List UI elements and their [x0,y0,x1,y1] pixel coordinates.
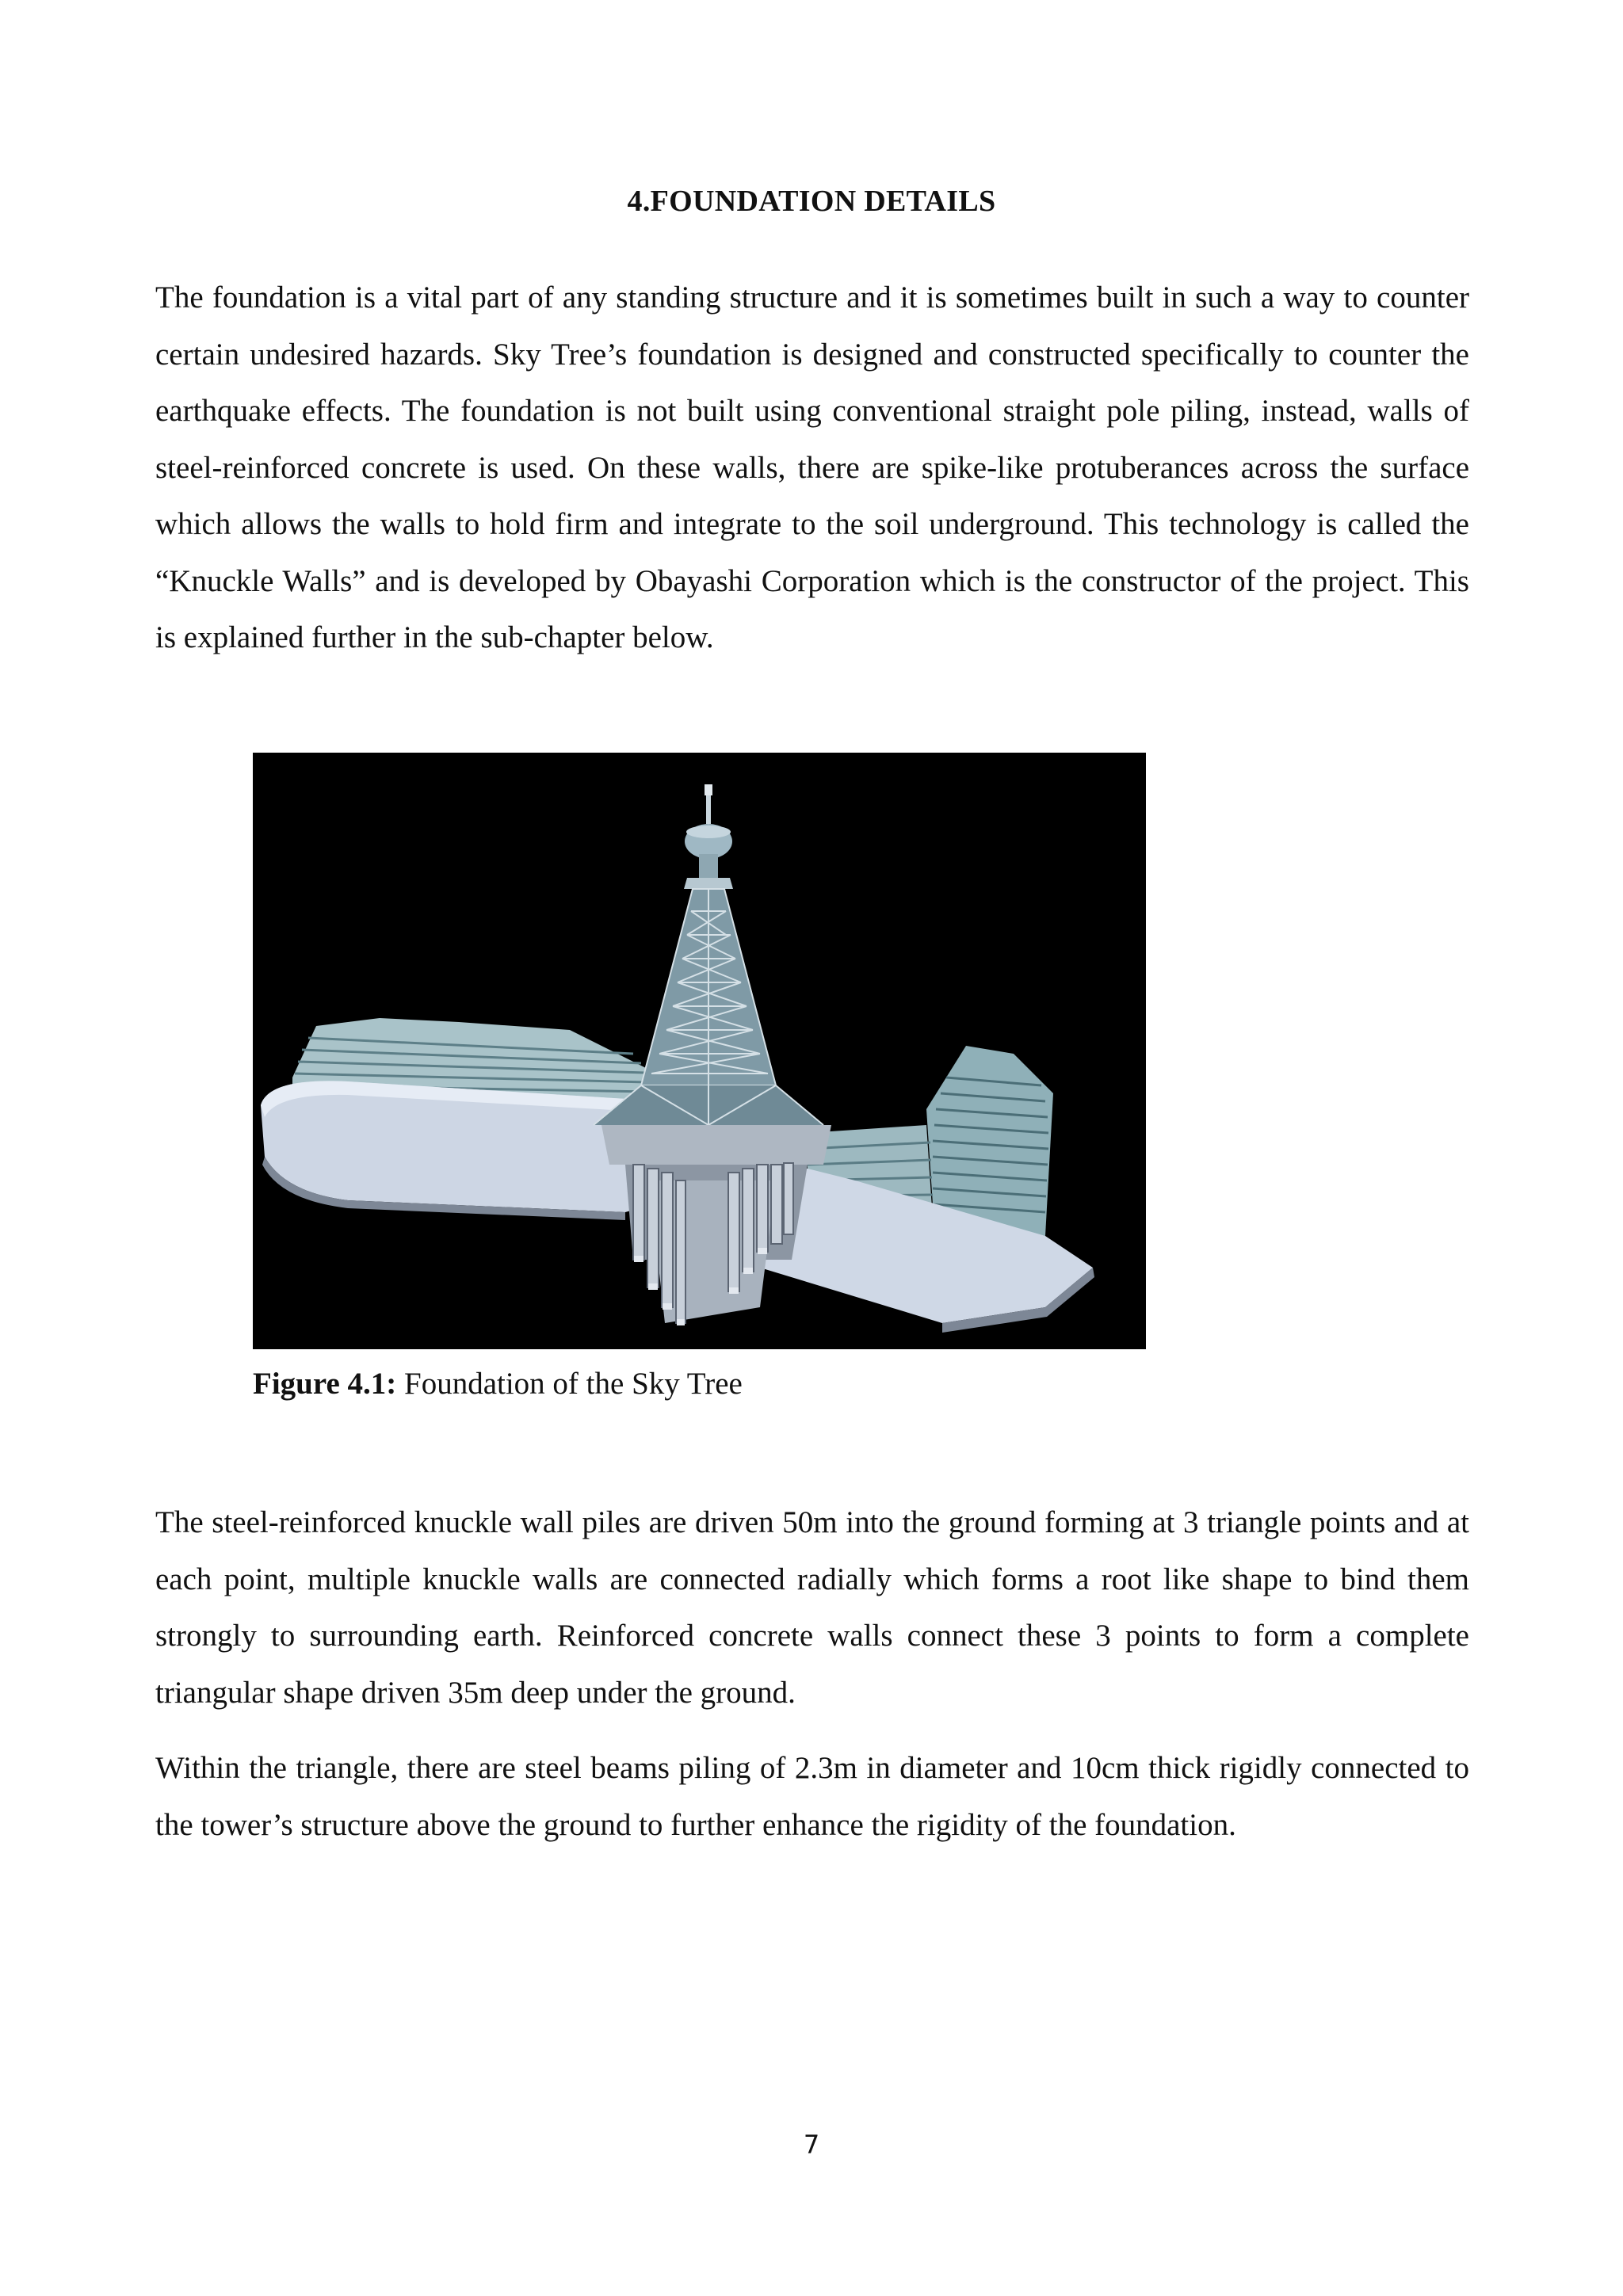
foundation-figure [253,753,1146,1349]
steel-beams-paragraph: Within the triangle, there are steel beams piling of 2.3m in diameter and 10cm thick rigidly connected to the tower’s structure above the ground to further enhance the rigidity of the foundation. [155,1751,1469,1842]
figure-caption-text: Foundation of the Sky Tree [396,1367,743,1401]
section-heading: 4.FOUNDATION DETAILS [627,185,996,218]
intro-paragraph: The foundation is a vital part of any standing structure and it is sometimes built in such a way to counter certain undesired hazards. Sky Tree’s foundation is designed and constructed specifically to counter the earthquake effects. The foundation is not built using conventional straight pole piling, instead, walls of steel-reinforced concrete is used. On these walls, there are spike-like protuberances across the surface which allows the walls to hold firm and integrate to the soil underground. This technology is called the “Knuckle Walls” and is developed by Obayashi Corporation which is the constructor of the project. This is explained further in the sub-chapter below. [155,280,1469,654]
page-number: 7 [803,2130,820,2160]
knuckle-wall-paragraph: The steel-reinforced knuckle wall piles are driven 50m into the ground forming at 3 triangle points and at each point, multiple knuckle walls are connected radially which forms a root like shape to bind them strongly to surrounding earth. Reinforced concrete walls connect these 3 points to form a complete triangular shape driven 35m deep under the ground. [155,1505,1469,1710]
figure-caption-label: Figure 4.1: [253,1367,397,1401]
figure-caption [253,1366,743,1402]
sky-tree-foundation-illustration [253,753,1146,1349]
